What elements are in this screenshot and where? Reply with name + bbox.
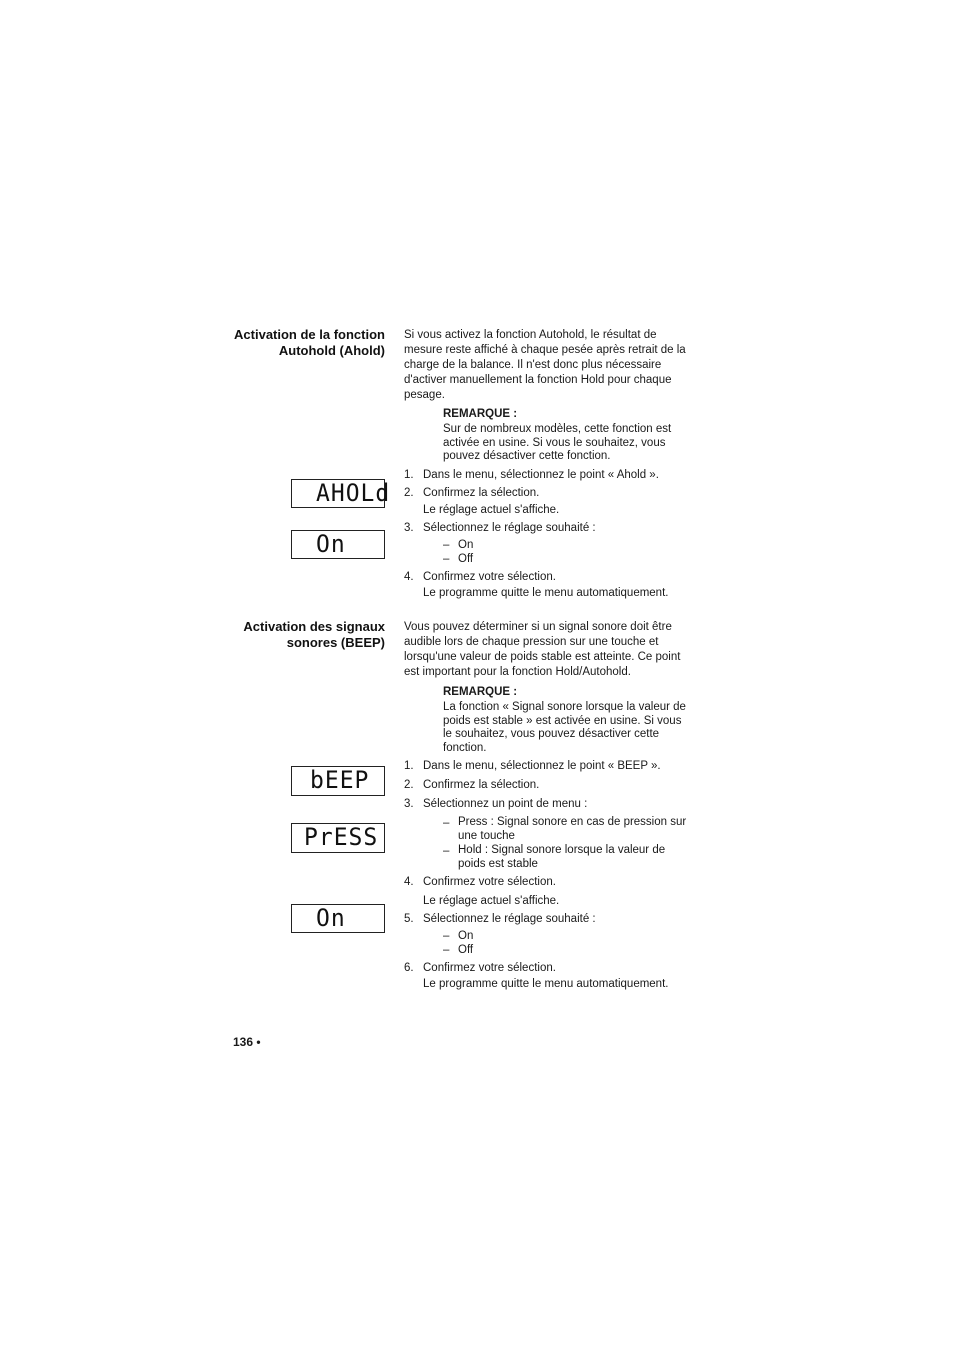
step-number: 3. [404, 798, 414, 810]
lcd-display [291, 530, 385, 559]
step-text: Sélectionnez le réglage souhaité : [423, 913, 596, 925]
step-result: Le réglage actuel s'affiche. [423, 504, 560, 516]
menu-point-text: Hold : Signal sonore lorsque la valeur de poids est stable [458, 844, 666, 870]
step-number: 2. [404, 779, 414, 791]
menu-point-item: – Hold : Signal sonore lorsque la valeur de poids est stable [443, 844, 693, 872]
page-number: 136 • [233, 1035, 261, 1049]
option-text: Off [458, 553, 474, 565]
step-number: 4. [404, 571, 414, 583]
lcd-text: PrESS [304, 824, 379, 852]
step-text: Sélectionnez le réglage souhaité : [423, 522, 596, 534]
heading-line: Autohold (Ahold) [278, 343, 385, 358]
step-number: 5. [404, 913, 414, 925]
option-text: Off [458, 944, 474, 956]
intro-paragraph: Si vous activez la fonction Autohold, le résultat de mesure reste affiché à chaque pesée après retrait de la charge de la balance. Il n'est donc plus nécessaire d'activer manuellement la fonction Hold pour chaque pesage. [404, 329, 686, 401]
step-result: Le programme quitte le menu automatiquement. [423, 587, 669, 599]
lcd-display [291, 904, 385, 933]
note-body: La fonction « Signal sonore lorsque la valeur de poids est stable » est activée en usine. Si vous le souhaitez, vous pouvez désactiver cette fonction. [443, 701, 686, 754]
note-body: Sur de nombreux modèles, cette fonction est activée en usine. Si vous le souhaitez, vous pouvez désactiver cette fonction. [443, 423, 672, 462]
step-number: 1. [404, 469, 414, 481]
step-text: Confirmez la sélection. [423, 487, 540, 499]
lcd-text: On [316, 531, 346, 559]
note-title: REMARQUE : [443, 686, 518, 698]
lcd-text: On [316, 905, 346, 933]
step-text: Sélectionnez un point de menu : [423, 798, 588, 810]
step-number: 3. [404, 522, 414, 534]
step-result: Le programme quitte le menu automatiquement. [423, 978, 669, 990]
lcd-text: bEEP [310, 767, 370, 795]
step-result: Le réglage actuel s'affiche. [423, 895, 560, 907]
menu-point-item: – Press : Signal sonore en cas de pression sur une touche [443, 816, 693, 844]
step-text: Confirmez votre sélection. [423, 571, 556, 583]
note-title: REMARQUE : [443, 408, 518, 420]
step-text: Dans le menu, sélectionnez le point « Ahold ». [423, 469, 659, 481]
option-text: On [458, 539, 474, 551]
section-heading-autohold [185, 327, 385, 359]
section-heading-beep [185, 619, 385, 651]
step-number: 6. [404, 962, 414, 974]
step-text: Confirmez votre sélection. [423, 876, 556, 888]
heading-line: Activation de la fonction [234, 327, 385, 342]
step-number: 2. [404, 487, 414, 499]
lcd-display [291, 479, 391, 508]
step-text: Confirmez votre sélection. [423, 962, 556, 974]
step-number: 4. [404, 876, 414, 888]
intro-paragraph: Vous pouvez déterminer si un signal sonore doit être audible lors de chaque pression sur une touche et lorsqu'une valeur de poids stable est atteinte. Ce point est important pour la fonction Hold/Autohold. [404, 621, 681, 678]
step-text: Confirmez la sélection. [423, 779, 540, 791]
step-number: 1. [404, 760, 414, 772]
lcd-display [291, 823, 385, 853]
lcd-text: AHOLd [316, 480, 391, 508]
heading-line: Activation des signaux [243, 619, 385, 634]
menu-point-text: Press : Signal sonore en cas de pression sur une touche [458, 816, 687, 842]
step-text: Dans le menu, sélectionnez le point « BEEP ». [423, 760, 661, 772]
lcd-display [291, 766, 385, 796]
heading-line: sonores (BEEP) [286, 635, 385, 650]
option-text: On [458, 930, 474, 942]
